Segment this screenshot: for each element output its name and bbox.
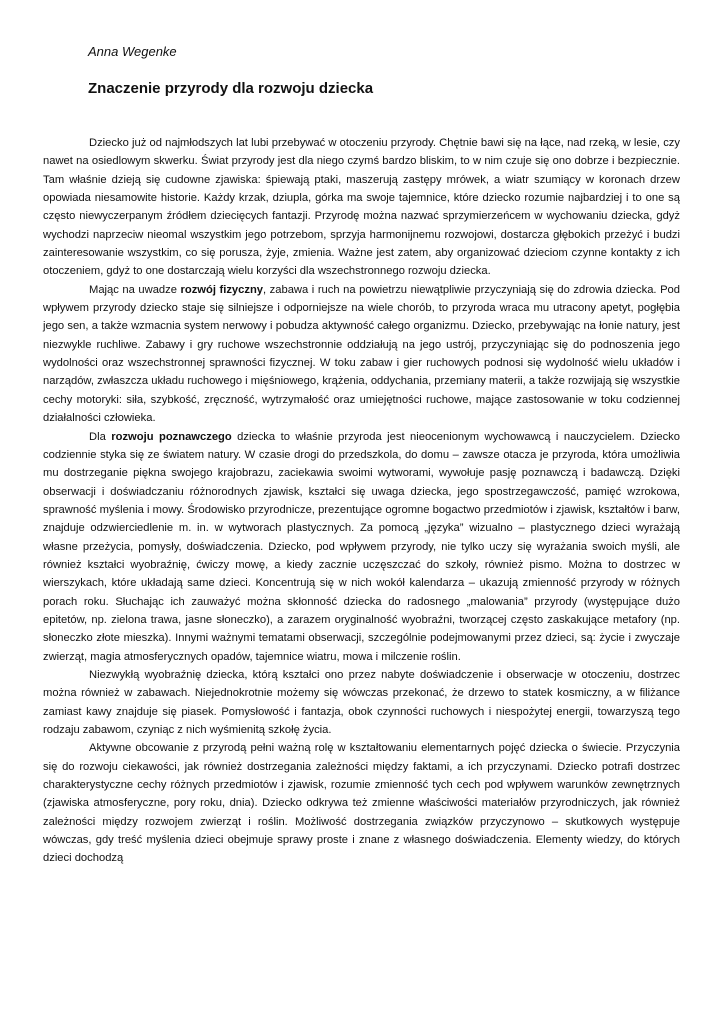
bold-term-cognitive: rozwoju poznawczego (111, 430, 232, 443)
paragraph-text: Mając na uwadze (89, 283, 181, 296)
bold-term-physical: rozwój fizyczny (180, 283, 264, 296)
paragraph-text: dziecka to właśnie przyroda jest nieocenionym wychowawcą i nauczycielem. Dziecko codziennie styka się ze światem natury. W czasie drogi do przedszkola, do domu – zawsze otacza je przyroda, która umożliwia mu dostrzeganie piękna swojego krajobrazu, zaciekawia swoimi wytworami, wywołuje pasję poznawczą i badawczą. Dzięki obserwacji i doświadczaniu różnorodnych zjawisk, kształci się uwaga dziecka, jego spostrzegawczość, pamięć wzrokowa, sprawność myślenia i mowy. Środowisko przyrodnicze, prezentujące ogromne bogactwo przedmiotów i zjawisk, kształtów i barw, znajduje odzwierciedlenie m. in. w wytworach plastycznych. Za pomocą „języka” wizualno – plastycznego dzieci wyrażają własne przeżycia, pomysły, doświadczenia. Dziecko, pod wpływem przyrody, nie tylko uczy się wyrażania swoich myśli, ale również kształci wyobraźnię, ćwiczy mowę, a kiedy zacznie uczęszczać do szkoły, również pismo. Można to dostrzec w wierszykach, które układają same dzieci. Koncentrują się w nich wokół kalendarza – ukazują zmienność przyrody w różnych porach roku. Słuchając ich zauważyć można skłonność dziecka do radosnego „malowania” przyrody (występujące dużo epitetów, np. zielona trawa, jasne słoneczko), a zarazem oryginalność wyobraźni, tworzącej często zaskakujące metafory (np. słoneczko złote mieszka). Innymi ważnymi tematami obserwacji, szczególnie podejmowanymi przez dzieci, są: życie i zwyczaje zwierząt, magia atmosferycznych opadów, tajemnice wiatru, mowa i milczenie roślin. (43, 430, 680, 663)
document-body (43, 134, 680, 868)
paragraph-text: Niezwykłą wyobraźnię dziecka, którą kształci ono przez nabyte doświadczenie i obserwacje w otoczeniu, dostrzec można również w zabawach. Niejednokrotnie możemy się wówczas przekonać, że drzewo to statek kosmiczny, a w filiżance zamiast kawy znajduje się piasek. Pomysłowość i fantazja, obok czynności ruchowych i niespożytej energii, towarzyszą tego rodzaju zabawom, czyniąc z nich wyśmienitą szkołę życia. (43, 668, 680, 736)
paragraph-5 (43, 739, 680, 867)
paragraph-4 (43, 666, 680, 739)
paragraph-3 (43, 428, 680, 666)
paragraph-text: Aktywne obcowanie z przyrodą pełni ważną rolę w kształtowaniu elementarnych pojęć dziecka o świecie. Przyczynia się do rozwoju ciekawości, jak również dostrzegania zależności między faktami, a ich przyczynami. Dziecko potrafi dostrzec charakterystyczne cechy różnych przedmiotów i zjawisk, rozumie zmienność tych cech pod wpływem warunków zewnętrznych (zjawiska atmosferyczne, pory roku, dnia). Dziecko odkrywa też zmienne właściwości materiałów przyrodniczych, jak również zależności między rozwojem zwierząt i roślin. Możliwość dostrzegania związków przyczynowo – skutkowych występuje wówczas, gdy treść myślenia dzieci obejmuje sprawy proste i znane z własnego doświadczenia. Elementy wiedzy, do których dzieci dochodzą (43, 742, 680, 865)
paragraph-1 (43, 134, 680, 281)
paragraph-text: Dziecko już od najmłodszych lat lubi przebywać w otoczeniu przyrody. Chętnie bawi się na łące, nad rzeką, w lesie, czy nawet na osiedlowym skwerku. Świat przyrody jest dla niego czymś bardzo bliskim, to w nim czuje się ono dobrze i bezpiecznie. Tam właśnie dzieją się cudowne zjawiska: śpiewają ptaki, maszerują zastępy mrówek, a wiatr szumiący w koronach drzew opowiada niesamowite historie. Każdy krzak, dziupla, górka ma swoje tajemnice, które dziecko rozumie najbardziej i to one są często niewyczerpanym źródłem dziecięcych fantazji. Przyrodę można nazwać sprzymierzeńcem w wychowaniu dziecka, gdyż wychodzi naprzeciw nieomal wszystkim jego potrzebom, sprzyja harmonijnemu rozwojowi, dostarcza głębokich przeżyć i budzi zainteresowanie wszystkim, co się porusza, żyje, zmienia. Ważne jest zatem, aby organizować dzieciom czynne kontakty z ich otoczeniem, gdyż to one dostarczają wielu korzyści dla wszechstronnego rozwoju dziecka. (43, 137, 680, 278)
paragraph-text: , zabawa i ruch na powietrzu niewątpliwie przyczyniają się do zdrowia dziecka. Pod wpływem przyrody dziecko staje się silniejsze i odporniejsze na wiele chorób, to przyroda wraca mu utracony apetyt, pogłębia jego sen, a także wzmacnia system nerwowy i pobudza aktywność całego organizmu. Dziecko, przebywając na łonie natury, jest niezwykle ruchliwe. Zabawy i gry ruchowe wszechstronnie oddziałują na jego ustrój, przyczyniając się do podnoszenia jego wydolności oraz wszechstronnej sprawności fizycznej. W toku zabaw i gier ruchowych podnosi się wydolność wielu układów i narządów, zwłaszcza układu ruchowego i mięśniowego, krążenia, oddychania, przemiany materii, a także rozwijają się wszystkie cechy motoryki: siła, szybkość, zręczność, wytrzymałość oraz umiejętności ruchowe, mające zastosowanie w toku codziennej działalności człowieka. (43, 283, 680, 425)
document-title: Znaczenie przyrody dla rozwoju dziecka (88, 80, 374, 97)
paragraph-2 (43, 281, 680, 428)
author-name: Anna Wegenke (88, 44, 177, 59)
paragraph-text: Dla (89, 430, 112, 443)
